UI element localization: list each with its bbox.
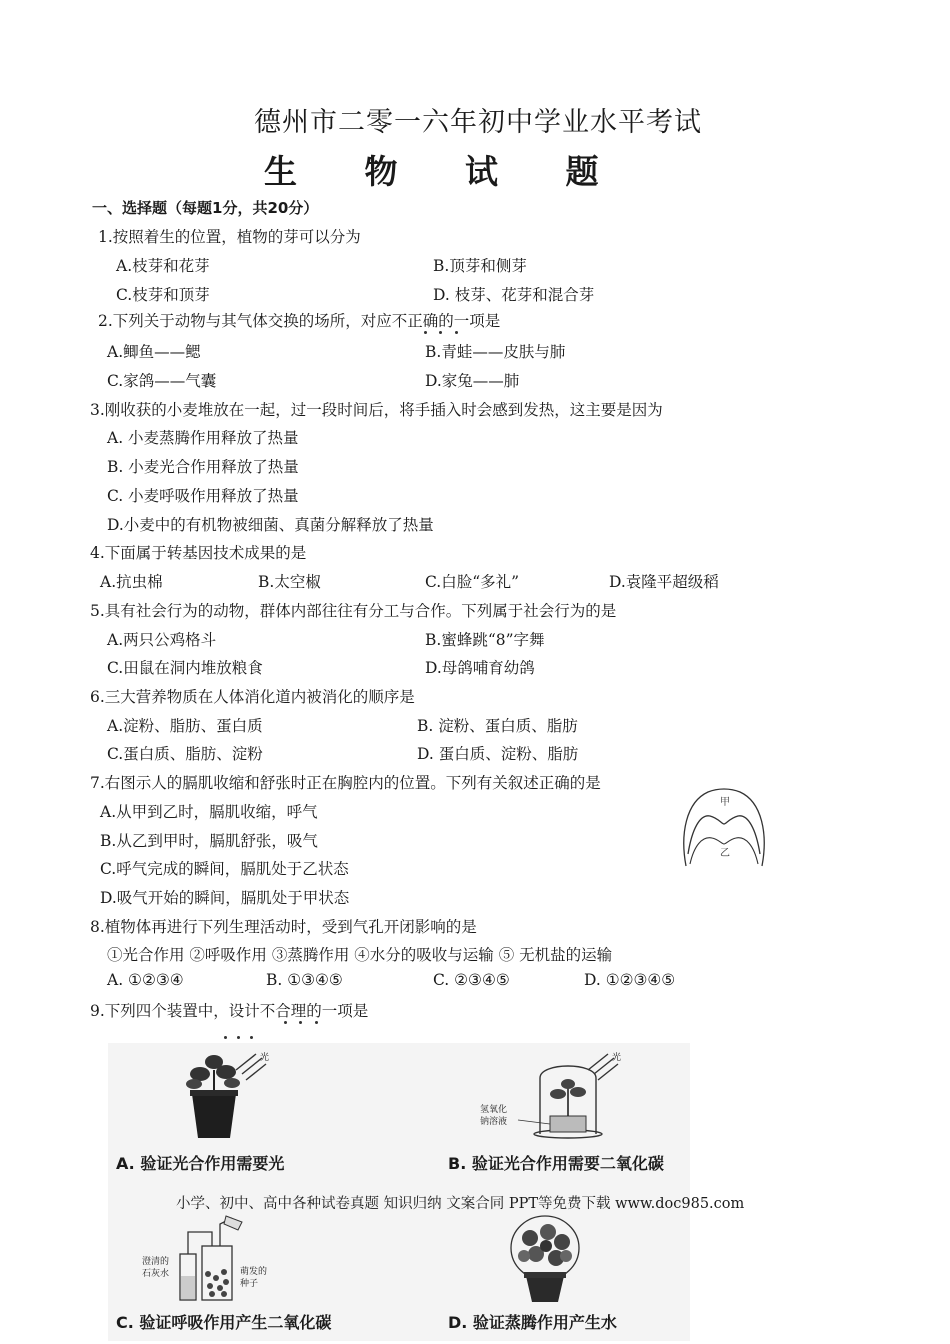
emphasis-dot bbox=[455, 331, 458, 334]
question-1-stem: 1.按照着生的位置，植物的芽可以分为 bbox=[98, 228, 361, 246]
question-5-stem: 5.具有社会行为的动物，群体内部往往有分工与合作。下列属于社会行为的是 bbox=[90, 602, 617, 620]
question-2-option-b: B.青蛙——皮肤与肺 bbox=[425, 343, 566, 361]
limewater-label-line2: 石灰水 bbox=[142, 1269, 170, 1279]
question-4-stem: 4.下面属于转基因技术成果的是 bbox=[90, 544, 307, 562]
question-2-option-c: C.家鸽——气囊 bbox=[107, 372, 217, 390]
diagram-label-jia: 甲 bbox=[720, 797, 730, 808]
seeds-label-line2: 种子 bbox=[240, 1279, 259, 1289]
seeds-label-line1: 萌发的 bbox=[240, 1267, 268, 1277]
question-1-option-c: C.枝芽和顶芽 bbox=[116, 286, 210, 304]
question-7-option-c: C.呼气完成的瞬间，膈肌处于乙状态 bbox=[100, 860, 349, 878]
figure-label-b: B. 验证光合作用需要二氧化碳 bbox=[448, 1154, 664, 1173]
question-3-stem: 3.刚收获的小麦堆放在一起，过一段时间后，将手插入时会感到发热，这主要是因为 bbox=[90, 401, 663, 419]
emphasis-dot bbox=[250, 1036, 253, 1039]
figure-label-c: C. 验证呼吸作用产生二氧化碳 bbox=[116, 1313, 332, 1332]
light-label-b: 光 bbox=[612, 1053, 622, 1063]
question-4-option-a: A.抗虫棉 bbox=[100, 573, 163, 591]
question-3-option-b: B. 小麦光合作用释放了热量 bbox=[107, 458, 299, 476]
emphasis-dot bbox=[224, 1036, 227, 1039]
question-4-option-b: B.太空椒 bbox=[258, 573, 321, 591]
bell-jar-naoh-illustration bbox=[478, 1050, 628, 1142]
figure-label-a: A. 验证光合作用需要光 bbox=[116, 1154, 285, 1173]
emphasis-dot bbox=[284, 1021, 287, 1024]
question-2-option-a: A.鲫鱼——鳃 bbox=[107, 343, 201, 361]
question-5-option-c: C.田鼠在洞内堆放粮食 bbox=[107, 659, 263, 677]
emphasis-dot bbox=[299, 1021, 302, 1024]
question-6-option-d: D. 蛋白质、淀粉、脂肪 bbox=[417, 745, 579, 763]
limewater-label-line1: 澄清的 bbox=[142, 1257, 170, 1267]
figure-label-d: D. 验证蒸腾作用产生水 bbox=[448, 1313, 617, 1332]
question-1-option-d: D. 枝芽、花芽和混合芽 bbox=[433, 286, 595, 304]
question-7-option-a: A.从甲到乙时，膈肌收缩，呼气 bbox=[100, 803, 318, 821]
question-6-stem: 6.三大营养物质在人体消化道内被消化的顺序是 bbox=[90, 688, 415, 706]
question-1-option-b: B.顶芽和侧芽 bbox=[433, 257, 527, 275]
exam-subject: 生 物 试 题 bbox=[264, 152, 627, 191]
question-2-option-d: D.家兔——肺 bbox=[425, 372, 520, 390]
emphasis-dot bbox=[424, 331, 427, 334]
question-7-option-b: B.从乙到甲时，膈肌舒张，吸气 bbox=[100, 832, 318, 850]
bagged-plant-illustration bbox=[500, 1212, 590, 1304]
question-6-option-b: B. 淀粉、蛋白质、脂肪 bbox=[417, 717, 578, 735]
question-2-stem: 2.下列关于动物与其气体交换的场所，对应不正确的一项是 bbox=[98, 312, 501, 330]
question-5-option-a: A.两只公鸡格斗 bbox=[107, 631, 217, 649]
limewater-seeds-illustration bbox=[140, 1214, 280, 1304]
question-4-option-d: D.袁隆平超级稻 bbox=[609, 573, 719, 591]
question-6-option-a: A.淀粉、脂肪、蛋白质 bbox=[107, 717, 263, 735]
question-8-option-b: B. ①③④⑤ bbox=[266, 971, 343, 989]
question-3-option-a: A. 小麦蒸腾作用释放了热量 bbox=[107, 429, 299, 447]
naoh-label-line1: 氢氧化 bbox=[480, 1105, 508, 1115]
section-heading: 一、选择题（每题1分，共20分） bbox=[92, 199, 319, 217]
naoh-label-line2: 钠溶液 bbox=[480, 1117, 508, 1127]
question-5-option-b: B.蜜蜂跳“8”字舞 bbox=[425, 631, 545, 649]
question-7-option-d: D.吸气开始的瞬间，膈肌处于甲状态 bbox=[100, 889, 350, 907]
emphasis-dot bbox=[315, 1021, 318, 1024]
question-8-items: ①光合作用 ②呼吸作用 ③蒸腾作用 ④水分的吸收与运输 ⑤ 无机盐的运输 bbox=[107, 946, 613, 964]
question-3-option-d: D.小麦中的有机物被细菌、真菌分解释放了热量 bbox=[107, 516, 434, 534]
question-3-option-c: C. 小麦呼吸作用释放了热量 bbox=[107, 487, 299, 505]
potted-plant-light-illustration bbox=[170, 1050, 280, 1142]
footer-watermark: 小学、初中、高中各种试卷真题 知识归纳 文案合同 PPT等免费下载 www.doc985.com bbox=[176, 1196, 745, 1212]
question-7-stem: 7.右图示人的膈肌收缩和舒张时正在胸腔内的位置。下列有关叙述正确的是 bbox=[90, 774, 601, 792]
diaphragm-diagram bbox=[678, 784, 770, 870]
question-6-option-c: C.蛋白质、脂肪、淀粉 bbox=[107, 745, 263, 763]
question-8-option-a: A. ①②③④ bbox=[107, 971, 184, 989]
question-4-option-c: C.白脸“多礼” bbox=[425, 573, 520, 591]
emphasis-dot bbox=[237, 1036, 240, 1039]
question-5-option-d: D.母鸽哺育幼鸽 bbox=[425, 659, 535, 677]
question-8-option-d: D. ①②③④⑤ bbox=[584, 971, 676, 989]
emphasis-dot bbox=[439, 331, 442, 334]
question-9-stem: 9.下列四个装置中，设计不合理的一项是 bbox=[90, 1002, 369, 1020]
light-label-a: 光 bbox=[260, 1053, 270, 1063]
question-1-option-a: A.枝芽和花芽 bbox=[116, 257, 210, 275]
question-8-stem: 8.植物体再进行下列生理活动时，受到气孔开闭影响的是 bbox=[90, 918, 477, 936]
question-8-option-c: C. ②③④⑤ bbox=[433, 971, 510, 989]
diagram-label-yi: 乙 bbox=[720, 848, 730, 859]
exam-title: 德州市二零一六年初中学业水平考试 bbox=[254, 107, 702, 138]
